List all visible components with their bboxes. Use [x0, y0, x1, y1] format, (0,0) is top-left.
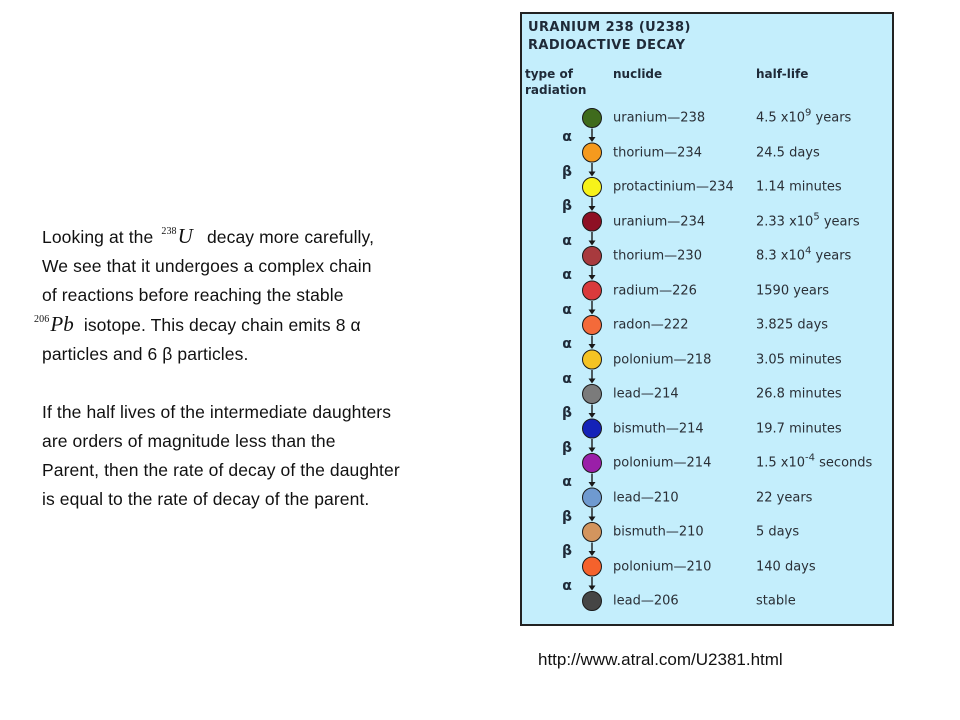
half-life-exponent: 9: [805, 107, 812, 119]
decay-arrow: [589, 370, 596, 384]
half-life-exponent: 5: [813, 211, 820, 222]
half-life-exponent: -4: [805, 452, 816, 464]
nuclide-marker: [583, 557, 602, 576]
text-line-8: Parent, then the rate of decay of the daughter: [42, 460, 400, 480]
isotope-element: Pb: [50, 312, 74, 336]
nuclide-marker: [583, 247, 602, 266]
nuclide-marker: [583, 212, 602, 231]
half-life-mantissa: 1590 years: [756, 283, 829, 298]
half-life-value: [756, 387, 842, 402]
half-life-mantissa: 19.7 minutes: [756, 421, 842, 436]
alpha-decay-label: α: [562, 267, 572, 284]
source-url: http://www.atral.com/U2381.html: [538, 650, 783, 669]
nuclide-name: bismuth—210: [613, 524, 704, 540]
nuclide-name: thorium—234: [613, 145, 702, 160]
half-life-mantissa: 140 days: [756, 559, 816, 574]
nuclide-name: protactinium—234: [613, 179, 734, 195]
half-life-mantissa: 4.5 x10: [756, 110, 806, 126]
text-line-6: If the half lives of the intermediate daughters: [42, 402, 392, 422]
nuclide-name: radon—222: [613, 317, 689, 333]
nuclide-marker: [583, 281, 602, 300]
half-life-value: [756, 145, 820, 160]
nuclide-marker: [583, 523, 602, 542]
chart-title-line-2: RADIOACTIVE DECAY: [528, 38, 686, 53]
text-line-5: particles and 6 β particles.: [42, 344, 249, 364]
nuclide-name: polonium—214: [613, 455, 712, 471]
nuclide-marker: [583, 350, 602, 369]
nuclide-name: lead—206: [613, 593, 679, 609]
text-line-3: of reactions before reaching the stable: [42, 285, 344, 305]
half-life-value: [756, 107, 852, 126]
half-life-value: [756, 245, 852, 264]
beta-decay-label: β: [561, 439, 573, 456]
alpha-decay-label: α: [562, 301, 572, 318]
decay-arrow: [589, 129, 596, 143]
half-life-value: [756, 283, 829, 298]
explanation-text: [34, 222, 502, 514]
isotope-mass-number: 238: [161, 226, 177, 237]
nuclide-marker: [583, 488, 602, 507]
nuclide-marker: [583, 178, 602, 197]
nuclide-name: thorium—230: [613, 248, 702, 264]
text-fragment: isotope. This decay chain emits 8 α: [83, 315, 361, 335]
alpha-decay-label: α: [562, 474, 572, 491]
text-line-7: are orders of magnitude less than the: [42, 431, 336, 451]
half-life-value: [756, 525, 799, 540]
nuclide-name: polonium—210: [613, 559, 712, 574]
decay-arrow: [589, 301, 596, 315]
nuclide-name: lead—210: [613, 490, 679, 505]
lead-206-symbol: [34, 310, 74, 334]
nuclide-name: uranium—234: [613, 214, 706, 229]
column-header-text: type of: [525, 67, 573, 81]
half-life-mantissa: stable: [756, 593, 796, 609]
half-life-mantissa: 3.05 minutes: [756, 352, 842, 367]
beta-decay-label: β: [561, 405, 573, 422]
isotope-mass-number: 206: [34, 314, 50, 325]
decay-arrow: [589, 508, 596, 522]
half-life-unit: seconds: [815, 455, 873, 471]
half-life-mantissa: 1.5 x10: [756, 455, 806, 471]
nuclide-marker: [583, 385, 602, 404]
half-life-value: [756, 180, 842, 195]
alpha-decay-label: α: [562, 370, 572, 387]
half-life-value: [756, 352, 842, 367]
nuclide-name: radium—226: [613, 283, 697, 298]
column-header-text: radiation: [525, 83, 587, 97]
decay-arrow: [589, 198, 596, 212]
text-fragment: decay more carefully,: [206, 227, 375, 247]
text-line-2: We see that it undergoes a complex chain: [42, 256, 372, 276]
half-life-exponent: 4: [805, 245, 812, 257]
decay-arrow: [589, 336, 596, 350]
half-life-mantissa: 24.5 days: [756, 145, 820, 160]
decay-arrow: [589, 577, 596, 591]
nuclide-marker: [583, 143, 602, 162]
half-life-mantissa: 8.3 x10: [756, 248, 806, 264]
column-header-half-life: half-life: [756, 67, 809, 81]
alpha-decay-label: α: [562, 336, 572, 353]
half-life-value: [756, 211, 860, 229]
beta-decay-label: β: [561, 163, 573, 180]
nuclide-marker: [583, 454, 602, 473]
uranium-238-symbol: [161, 222, 193, 246]
half-life-mantissa: 5 days: [756, 524, 800, 540]
chart-title-line-1: URANIUM 238 (U238): [528, 20, 691, 35]
decay-arrow: [589, 474, 596, 488]
nuclide-name: uranium—238: [613, 110, 706, 126]
half-life-value: [756, 421, 842, 436]
decay-arrow: [589, 163, 596, 177]
half-life-unit: years: [811, 110, 852, 126]
decay-arrow: [589, 439, 596, 453]
alpha-decay-label: α: [562, 232, 572, 249]
half-life-mantissa: 26.8 minutes: [756, 386, 842, 402]
decay-arrow: [589, 543, 596, 557]
uranium-decay-chart: [520, 12, 894, 626]
nuclide-marker: [583, 316, 602, 335]
half-life-unit: years: [811, 248, 852, 264]
half-life-value: [756, 490, 812, 505]
alpha-decay-label: α: [562, 129, 572, 146]
text-line-4: [32, 310, 502, 340]
decay-arrow: [589, 232, 596, 246]
beta-decay-label: β: [561, 543, 573, 560]
beta-decay-label: β: [561, 198, 573, 215]
half-life-unit: years: [819, 214, 860, 229]
half-life-value: [756, 559, 816, 574]
decay-arrow: [589, 405, 596, 419]
beta-decay-label: β: [561, 508, 573, 525]
nuclide-marker: [583, 592, 602, 611]
decay-chain-graphic: [522, 14, 892, 624]
nuclide-name: lead—214: [613, 386, 679, 402]
half-life-mantissa: 1.14 minutes: [756, 179, 842, 195]
column-header-nuclide: nuclide: [613, 67, 663, 81]
nuclide-marker: [583, 419, 602, 438]
text-line-9: is equal to the rate of decay of the parent.: [42, 489, 370, 509]
nuclide-name: polonium—218: [613, 352, 712, 367]
paragraph-gap: [42, 369, 502, 398]
isotope-element: U: [177, 224, 193, 248]
nuclide-marker: [583, 109, 602, 128]
half-life-mantissa: 3.825 days: [756, 317, 829, 333]
text-line-1: [42, 222, 502, 252]
half-life-value: [756, 452, 873, 471]
alpha-decay-label: α: [562, 577, 572, 594]
half-life-mantissa: 2.33 x10: [756, 214, 814, 229]
text-fragment: Looking at the: [42, 227, 154, 247]
half-life-value: [756, 594, 796, 609]
half-life-value: [756, 318, 828, 333]
decay-arrow: [589, 267, 596, 281]
nuclide-name: bismuth—214: [613, 421, 704, 436]
half-life-mantissa: 22 years: [756, 490, 813, 505]
